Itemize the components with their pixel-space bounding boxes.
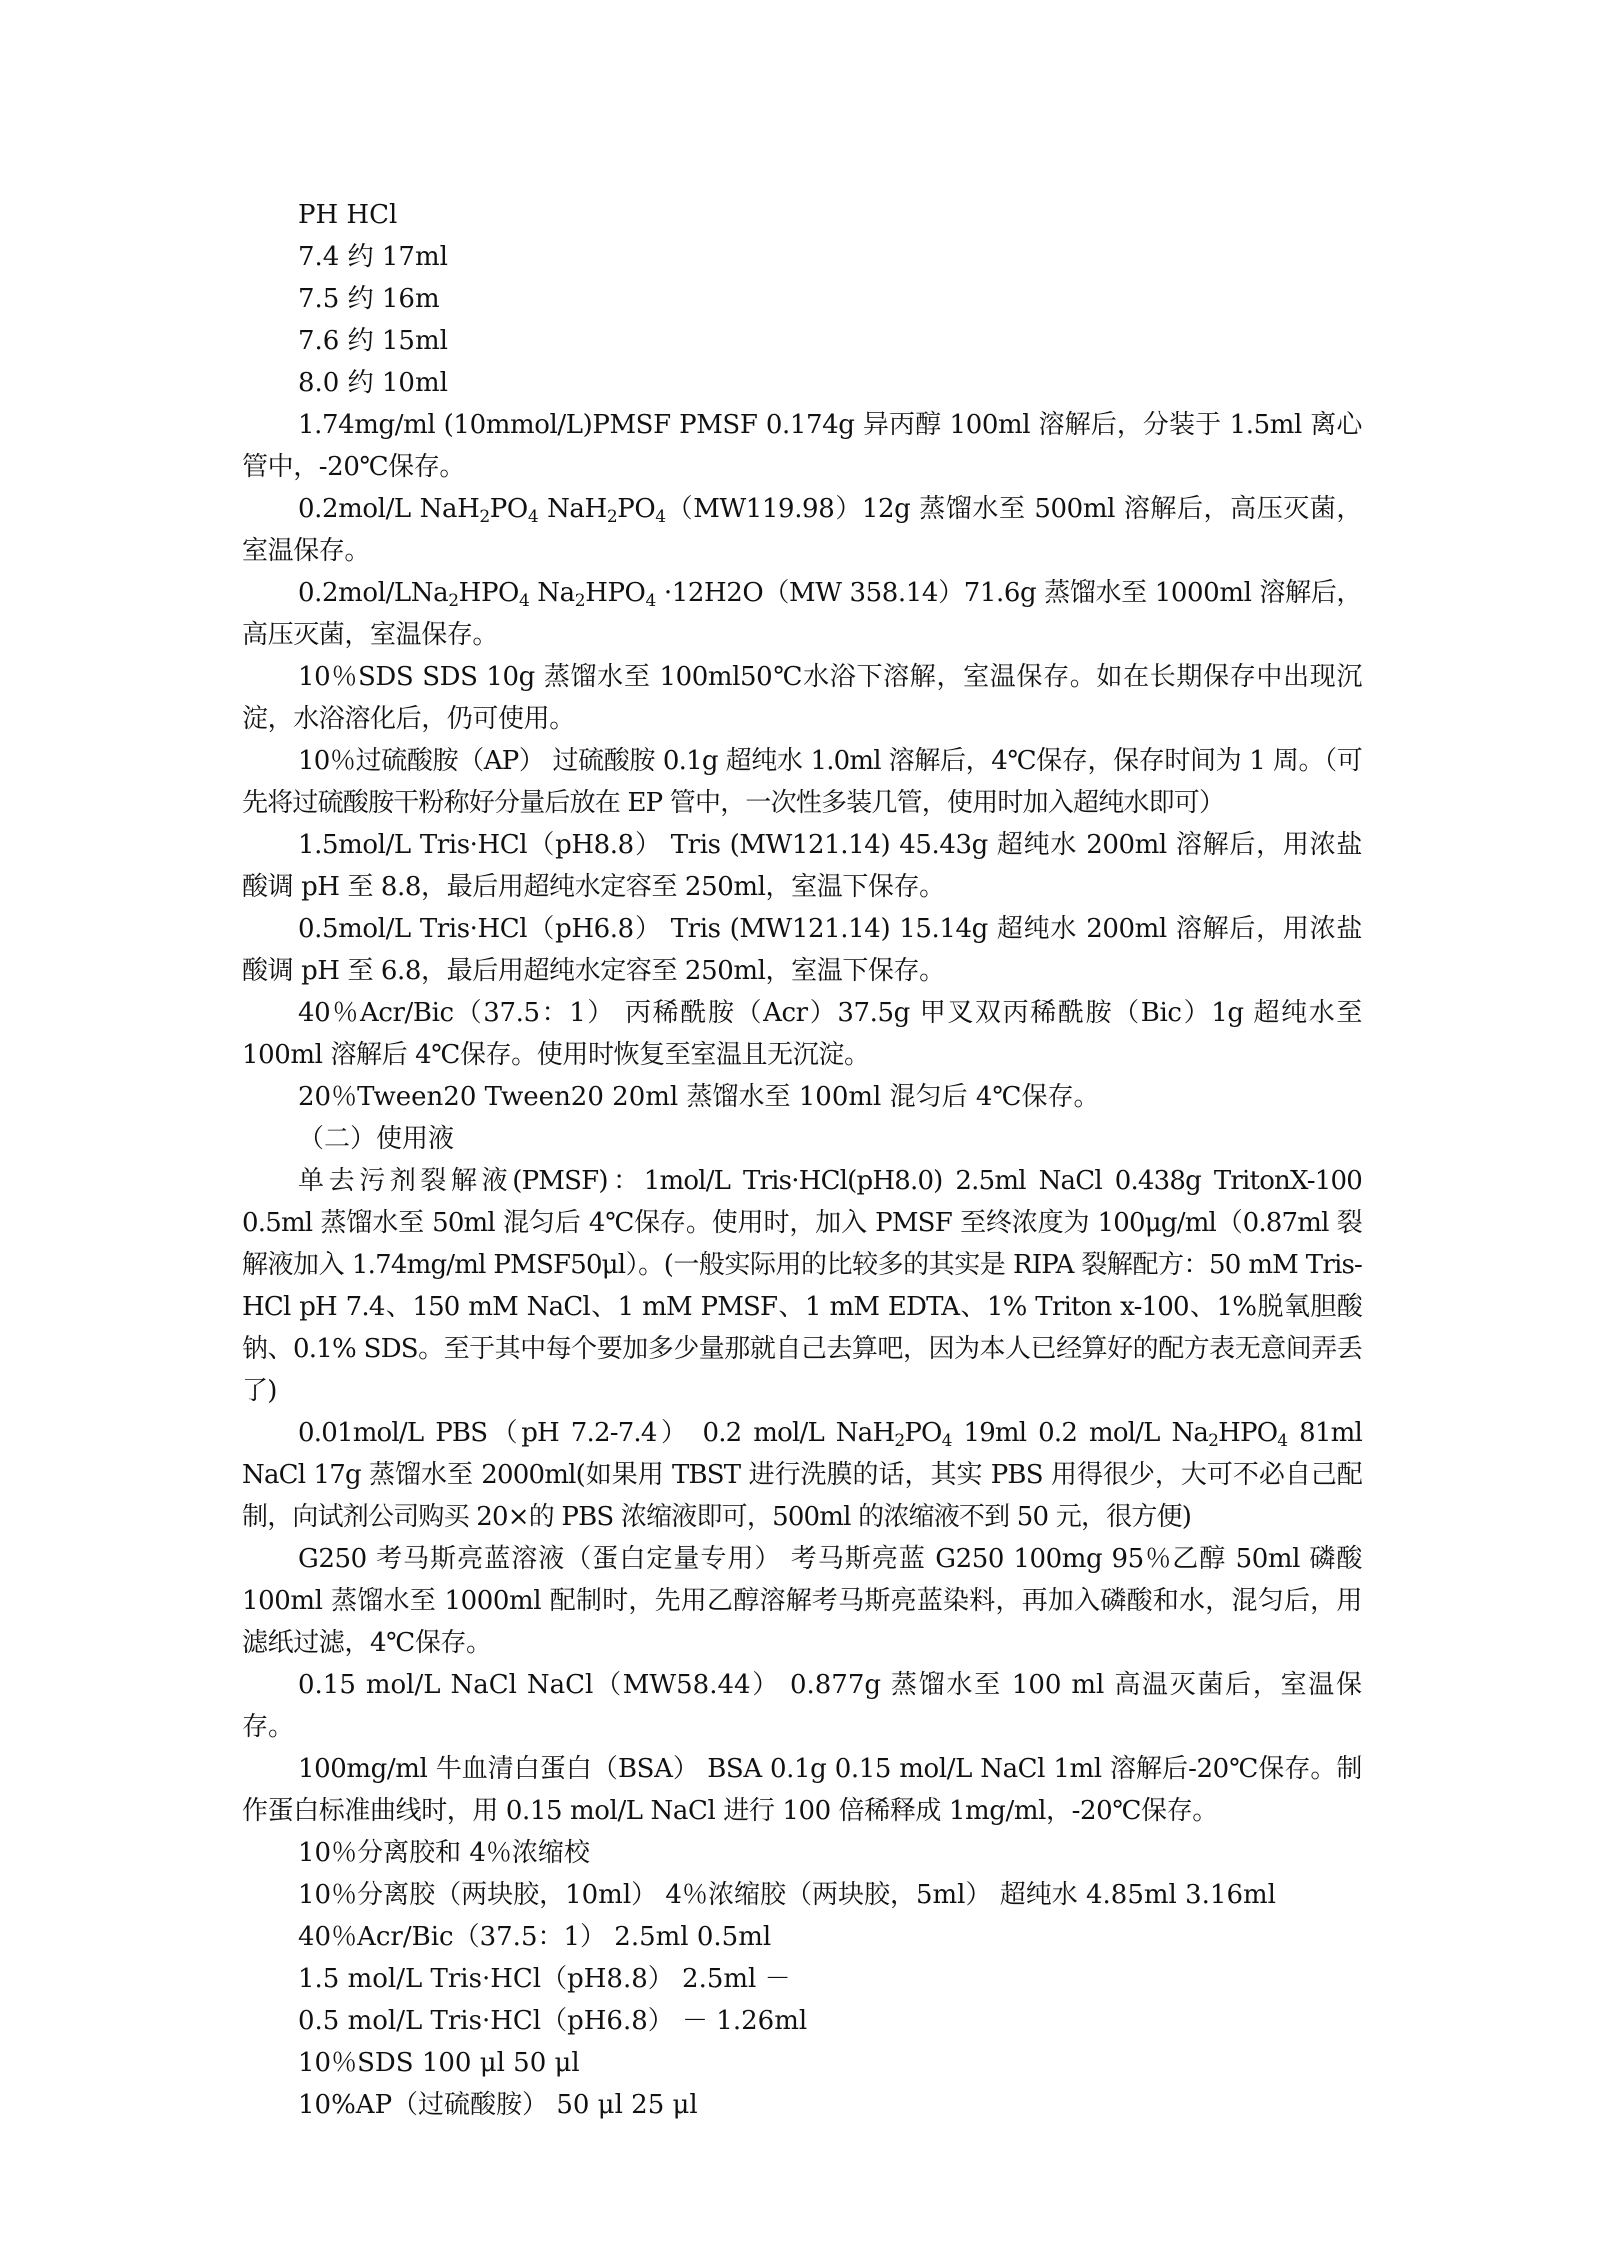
paragraph-sds: 10％SDS SDS 10g 蒸馏水至 100ml50℃水浴下溶解，室温保存。如在长期保存中出现沉淀，水浴溶化后，仍可使用。	[242, 662, 1362, 734]
paragraph-bsa: 100mg/ml 牛血清白蛋白（BSA） BSA 0.1g 0.15 mol/L NaCl 1ml 溶解后-20℃保存。制作蛋白标准曲线时，用 0.15 mol/L NaCl 进行 100 倍稀释成 1mg/ml，-20℃保存。	[242, 1754, 1362, 1826]
paragraph-tris-8-8: 1.5mol/L Tris·HCl（pH8.8） Tris (MW121.14) 45.43g 超纯水 200ml 溶解后，用浓盐酸调 pH 至 8.8，最后用超纯水定容至 250ml，室温下保存。	[242, 830, 1362, 902]
paragraph-acr-bic: 40％Acr/Bic（37.5：1） 丙稀酰胺（Acr）37.5g 甲叉双丙稀酰胺（Bic）1g 超纯水至 100ml 溶解后 4℃保存。使用时恢复至室温且无沉淀。	[242, 998, 1362, 1070]
line-ph-7-4: 7.4 约 17ml	[298, 242, 448, 272]
line-ph-7-6: 7.6 约 15ml	[298, 326, 448, 356]
section-heading-working-solutions: （二）使用液	[298, 1124, 455, 1154]
line-gel-acr-bic: 40％Acr/Bic（37.5：1） 2.5ml 0.5ml	[298, 1922, 772, 1952]
document-body	[242, 194, 1362, 2126]
paragraph-pmsf: 1.74mg/ml (10mmol/L)PMSF PMSF 0.174g 异丙醇 100ml 溶解后，分装于 1.5ml 离心管中，-20℃保存。	[242, 410, 1362, 482]
line-gel-tris-6-8: 0.5 mol/L Tris·HCl（pH6.8） － 1.26ml	[298, 2006, 808, 2036]
line-ph-8-0: 8.0 约 10ml	[298, 368, 448, 398]
paragraph-tween20: 20％Tween20 Tween20 20ml 蒸馏水至 100ml 混匀后 4℃保存。	[298, 1082, 1100, 1112]
line-gel-tris-8-8: 1.5 mol/L Tris·HCl（pH8.8） 2.5ml －	[298, 1964, 791, 1994]
line-ph-7-5: 7.5 约 16m	[298, 284, 440, 314]
paragraph-tris-6-8: 0.5mol/L Tris·HCl（pH6.8） Tris (MW121.14) 15.14g 超纯水 200ml 溶解后，用浓盐酸调 pH 至 6.8，最后用超纯水定容至 250ml，室温下保存。	[242, 914, 1362, 986]
line-gel-sds: 10％SDS 100 μl 50 μl	[298, 2048, 580, 2078]
line-ph-hcl: PH HCl	[298, 200, 398, 230]
line-gel-header: 10％分离胶（两块胶，10ml） 4％浓缩胶（两块胶，5ml） 超纯水 4.85ml 3.16ml	[298, 1880, 1276, 1910]
paragraph-nacl: 0.15 mol/L NaCl NaCl（MW58.44） 0.877g 蒸馏水至 100 ml 高温灭菌后，室温保存。	[242, 1670, 1362, 1742]
paragraph-lysis-buffer: 单去污剂裂解液(PMSF)：1mol/L Tris·HCl(pH8.0) 2.5ml NaCl 0.438g TritonX-100 0.5ml 蒸馏水至 50ml 混匀后 4℃保存。使用时，加入 PMSF 至终浓度为 100μg/ml（0.87ml 裂解液加入 1.74mg/ml PMSF50μl）。(一般实际用的比较多的其实是 RIPA 裂解配方：50 mM Tris-HCl pH 7.4、150 mM NaCl、1 mM PMSF、1 mM EDTA、1% Triton x-100、1%脱氧胆酸钠、0.1% SDS。至于其中每个要加多少量那就自己去算吧，因为本人已经算好的配方表无意间弄丢了)	[242, 1166, 1362, 1406]
paragraph-ap: 10％过硫酸胺（AP） 过硫酸胺 0.1g 超纯水 1.0ml 溶解后，4℃保存，保存时间为 1 周。（可先将过硫酸胺干粉称好分量后放在 EP 管中，一次性多装几管，使用时加入超纯水即可）	[242, 746, 1362, 818]
line-gel-title: 10％分离胶和 4％浓缩校	[298, 1838, 590, 1868]
paragraph-g250: G250 考马斯亮蓝溶液（蛋白定量专用） 考马斯亮蓝 G250 100mg 95％乙醇 50ml 磷酸 100ml 蒸馏水至 1000ml 配制时，先用乙醇溶解考马斯亮蓝染料，再加入磷酸和水，混匀后，用滤纸过滤，4℃保存。	[242, 1544, 1362, 1658]
line-gel-ap: 10%AP（过硫酸胺） 50 μl 25 μl	[298, 2090, 698, 2120]
paragraph-na2hpo4: $0.2mol/LNa_2HPO_4$ $Na_2HPO_4 \cdot 12H2O(MW$ 358.14）71.6g 蒸馏水至 1000ml 溶解后，高压灭菌，室温保存。	[242, 578, 1362, 650]
paragraph-nah2po4: 0.2mol/L $NaH_2PO_4$ $NaH_2PO_4(MW119.98)12g$ 蒸馏水至 500ml 溶解后，高压灭菌，室温保存。	[242, 494, 1363, 566]
paragraph-pbs: 0.01mol/L PBS（pH 7.2-7.4） 0.2 mol/L $NaH_2PO_4$ 19ml 0.2 mol/L $Na_2HPO_4$ 81ml NaCl 17g 蒸馏水至 2000ml(如果用 TBST 进行洗膜的话，其实 PBS 用得很少，大可不必自己配制，向试剂公司购买 20×的 PBS 浓缩液即可，500ml 的浓缩液不到 50 元，很方便)	[242, 1418, 1362, 1532]
